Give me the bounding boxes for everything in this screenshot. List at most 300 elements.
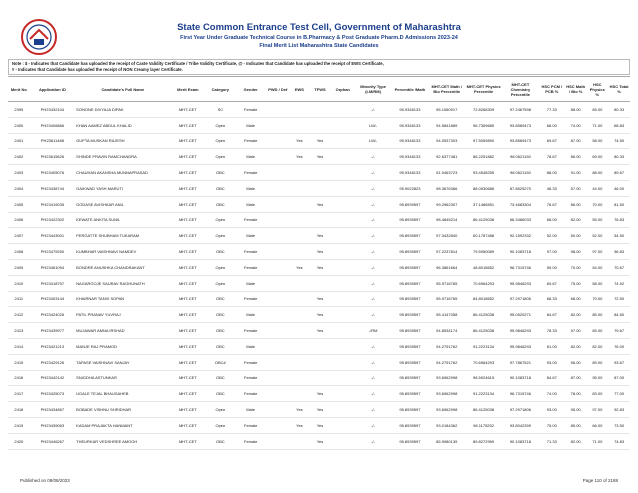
table-cell [266,102,290,118]
table-cell [290,275,310,291]
table-cell: 59.00 [539,259,565,275]
table-cell: 2400 [8,117,30,133]
table-cell: MHT-CET [171,117,206,133]
table-cell: 95.4147058 [428,307,465,323]
table-cell: Yes [309,402,331,418]
table-cell: OBC [205,323,235,339]
table-cell: PH23439063 [30,417,76,433]
table-cell [331,149,355,165]
table-row [8,291,630,307]
table-cell: KHAN AAMEZ ABDUL KHALID [75,117,170,133]
table-cell: 93.4548255 [465,165,502,181]
table-cell: 93.67 [608,354,630,370]
table-cell [331,259,355,275]
published-date: Published on 08/08/2023 [20,478,70,483]
table-cell: GODASE AVISHKAR ANIL [75,196,170,212]
table-cell: 69.67 [539,133,565,149]
table-cell: 65.00 [586,102,608,118]
table-cell: MHT-CET [171,370,206,386]
table-cell: OBC [205,165,235,181]
table-cell: OBC [205,386,235,402]
table-cell: 97.2971806 [502,291,539,307]
column-header: Gender [236,77,266,102]
table-cell: 95.9846293 [502,338,539,354]
table-cell: 68.00 [539,117,565,133]
table-cell: PH23421213 [30,338,76,354]
table-cell: 71.00 [586,433,608,449]
table-cell: Female [236,370,266,386]
table-cell: 2406 [8,212,30,228]
table-cell: 89.8272959 [465,433,502,449]
table-cell: 58.00 [586,133,608,149]
table-cell: PH23443001 [30,228,76,244]
table-cell: 93.0184362 [428,417,465,433]
table-cell: 95.8939597 [392,338,429,354]
column-header: Percentile /Math [392,77,429,102]
table-cell: OBC [205,370,235,386]
table-cell: 95.9846293 [502,275,539,291]
table-cell: Yes [309,244,331,260]
table-row [8,133,630,149]
table-cell [331,196,355,212]
table-cell: TAPASE VAISHNAVI SANJAY [75,354,170,370]
table-row [8,354,630,370]
table-cell: 95.00 [565,402,587,418]
table-cell: 78.67 [539,149,565,165]
table-cell: Yes [290,149,310,165]
column-header: Orphan [331,77,355,102]
table-cell: 82.00 [586,338,608,354]
table-cell [266,417,290,433]
table-row [8,117,630,133]
table-cell: 93.00 [539,402,565,418]
table-cell: 95.8939597 [392,212,429,228]
table-cell: Open [205,417,235,433]
table-cell: Female [236,259,266,275]
table-cell: MHT-CET [171,196,206,212]
column-header: Application ID [30,77,76,102]
table-cell: MHT-CET [171,275,206,291]
table-cell: 94.2791762 [428,354,465,370]
table-cell: 65.00 [586,323,608,339]
table-cell: 66.3486033 [502,212,539,228]
table-cell: -/- [355,259,392,275]
table-cell: 2415 [8,354,30,370]
table-cell: GUPTA MUSKAN RAJESH [75,133,170,149]
table-cell: 78.33 [539,323,565,339]
table-cell: 2416 [8,370,30,386]
table-cell: 2414 [8,338,30,354]
table-cell: 68.00 [565,291,587,307]
table-cell: 97.00 [586,244,608,260]
table-cell [309,354,331,370]
table-cell: 86.00 [565,149,587,165]
table-cell: Yes [309,433,331,449]
table-cell: 97.7867521 [502,354,539,370]
table-cell: PH23446267 [30,433,76,449]
table-cell: 76.83 [608,212,630,228]
table-cell: Female [236,386,266,402]
table-cell: OBC [205,433,235,449]
table-cell: 98.4845214 [428,212,465,228]
table-cell: 84.67 [539,370,565,386]
table-cell: MHT-CET [171,212,206,228]
table-cell: 90.1083718 [502,244,539,260]
table-cell [266,180,290,196]
table-cell: BONDRE ANUSHKA CHANDRAKANT [75,259,170,275]
table-cell: Open [205,212,235,228]
table-cell: 80.33 [608,149,630,165]
table-cell [331,354,355,370]
table-cell [266,323,290,339]
table-cell: 68.00 [539,212,565,228]
table-cell: 93.00 [539,354,565,370]
table-cell: 86.4125038 [465,323,502,339]
table-cell: 77.00 [608,386,630,402]
table-row [8,102,630,118]
table-cell: 82.00 [565,307,587,323]
table-cell: 96.00 [565,354,587,370]
table-cell: KUMBHAR VAISHNAVI NAMDEV [75,244,170,260]
table-cell: 2405 [8,196,30,212]
table-cell [290,212,310,228]
table-cell: BOBADE VISHNU SHRIDHAR [75,402,170,418]
table-cell: Male [236,149,266,165]
table-cell: 97.2467598 [502,102,539,118]
table-cell: -/- [355,212,392,228]
table-cell: 76.00 [608,338,630,354]
table-cell: 93.8042399 [502,417,539,433]
table-cell [309,212,331,228]
table-cell: 97.2971806 [502,402,539,418]
table-cell [290,244,310,260]
table-cell: LM/- [355,117,392,133]
table-cell [331,275,355,291]
column-header: HSC PCM / PCB % [539,77,565,102]
table-cell: 74.00 [539,386,565,402]
table-cell [266,275,290,291]
table-cell: Male [236,117,266,133]
table-cell: Yes [309,291,331,307]
table-cell: -/- [355,149,392,165]
column-header: Candidate's Full Name [75,77,170,102]
table-cell: 2402 [8,149,30,165]
table-cell: CHAUHAN AKANSHA MUNNAPRASAD [75,165,170,181]
table-cell [290,165,310,181]
table-cell: 89.00 [586,354,608,370]
table-cell: 91.00 [565,165,587,181]
table-cell: 82.00 [565,212,587,228]
table-cell: Male [236,196,266,212]
table-cell: PATIL PRANAV YUVRAJ [75,307,170,323]
table-cell: 99.2962307 [428,196,465,212]
table-cell [266,402,290,418]
table-cell: 95.9346133 [392,102,429,118]
table-cell: MHT-CET [171,102,206,118]
table-cell: 60.1787488 [465,228,502,244]
table-cell: 86.4125038 [465,307,502,323]
table-cell: Yes [309,417,331,433]
column-header: Merit Exam [171,77,206,102]
table-cell: 95.8939597 [392,196,429,212]
merit-list-table [8,76,630,450]
table-cell: PH23419035 [30,196,76,212]
table-cell: MHT-CET [171,417,206,433]
table-cell [331,386,355,402]
table-cell: 75.00 [539,417,565,433]
table-cell [331,291,355,307]
table-cell: -/RM [355,323,392,339]
table-cell: OBC [205,244,235,260]
table-cell: 94.8534174 [428,323,465,339]
table-cell: 2407 [8,228,30,244]
table-cell [309,370,331,386]
table-row [8,212,630,228]
table-cell [266,433,290,449]
table-cell: MHT-CET [171,244,206,260]
table-cell: Female [236,354,266,370]
table-cell: Female [236,165,266,181]
table-cell: 91.2223134 [465,386,502,402]
table-cell: 93.6962998 [428,386,465,402]
table-cell: PH23461094 [30,259,76,275]
table-cell: PH23418757 [30,275,76,291]
table-cell: UGALE TEJAL BHAUSAHEB [75,386,170,402]
table-cell: 95.8939597 [392,354,429,370]
table-cell: Male [236,338,266,354]
table-row [8,165,630,181]
table-cell: 94.0537303 [428,133,465,149]
table-cell: 93.8569473 [502,117,539,133]
list-title: Final Merit List Maharashtra State Candidates [259,43,379,49]
table-cell: KADAM PRAJAKTA HANMANT [75,417,170,433]
table-cell: KHAIRNAR TANVI SOPAN [75,291,170,307]
table-cell: 52.00 [539,228,565,244]
table-cell: PH23611488 [30,133,76,149]
table-cell [331,417,355,433]
table-cell: 97.3432840 [428,228,465,244]
column-header: HSC Math / Bio % [565,77,587,102]
table-cell [309,275,331,291]
table-cell: 95.8939597 [392,323,429,339]
table-cell [266,228,290,244]
table-cell: 85.9980139 [428,433,465,449]
table-cell: Female [236,102,266,118]
table-row [8,402,630,418]
table-cell: 98.00 [565,244,587,260]
table-cell: MHT-CET [171,228,206,244]
table-cell: PH23615626 [30,149,76,165]
table-cell: 85.00 [565,417,587,433]
table-cell: 71.00 [586,117,608,133]
table-cell: Open [205,402,235,418]
table-cell: 50.00 [565,228,587,244]
table-cell: MHT-CET [171,291,206,307]
table-cell: 84.8018652 [465,291,502,307]
table-cell: 98.1175252 [465,417,502,433]
table-row [8,149,630,165]
table-cell: 87.00 [565,133,587,149]
table-cell: GAIKWAD YASH MARUTI [75,180,170,196]
table-cell: 71.33 [539,433,565,449]
table-cell: MHT-CET [171,354,206,370]
table-cell: 96.7315746 [502,259,539,275]
table-cell: 78.00 [565,386,587,402]
table-cell [266,370,290,386]
table-cell: 95.8939597 [392,402,429,418]
table-cell: 95.9022823 [392,180,429,196]
table-cell: 81.50 [608,196,630,212]
table-cell [309,102,331,118]
table-cell: 86.4125038 [465,212,502,228]
table-cell: -/- [355,180,392,196]
table-cell: 55.00 [586,212,608,228]
table-cell: PH23434867 [30,402,76,418]
table-cell: 44.00 [586,180,608,196]
table-cell: Open [205,228,235,244]
table-cell: LM/- [355,133,392,149]
table-cell: 95.8939597 [392,307,429,323]
table-cell: 74.50 [608,133,630,149]
table-cell [331,323,355,339]
table-cell: 80.33 [608,102,630,118]
table-cell [290,291,310,307]
table-cell: 93.6962998 [428,370,465,386]
table-cell: 77.33 [539,102,565,118]
table-cell: 91.0463723 [428,165,465,181]
table-cell: PH23424026 [30,307,76,323]
table-cell: 88.00 [586,165,608,181]
table-cell: Yes [309,149,331,165]
table-cell: Yes [290,417,310,433]
table-cell: 95.9716765 [428,275,465,291]
table-cell: 97.00 [586,402,608,418]
table-cell: 96.7359685 [465,117,502,133]
table-cell [266,244,290,260]
table-cell: 95.9716765 [428,291,465,307]
table-cell: 96.3861664 [428,259,465,275]
table-cell: OBC [205,291,235,307]
table-cell [331,338,355,354]
table-cell: 54.00 [586,259,608,275]
table-cell: 95.8939597 [392,386,429,402]
table-cell: 54.50 [608,228,630,244]
table-cell [266,338,290,354]
table-cell: 85.00 [586,307,608,323]
table-row [8,370,630,386]
column-header: Minority Type (LM/RM) [355,77,392,102]
table-cell: Open [205,149,235,165]
table-cell: 58.00 [586,275,608,291]
table-cell: 98.5924615 [465,370,502,386]
table-cell: 90.1083718 [502,433,539,449]
table-cell: OBC [205,180,235,196]
table-cell [290,433,310,449]
table-row [8,275,630,291]
table-cell: 90.1083718 [502,370,539,386]
table-cell: 86.00 [565,196,587,212]
table-cell [290,338,310,354]
table-cell [331,117,355,133]
table-cell: 89.67 [608,165,630,181]
table-cell: PH23439977 [30,323,76,339]
page-number: Page 110 of 2188 [582,478,618,483]
table-cell: 69.67 [539,275,565,291]
table-cell: 74.00 [565,117,587,133]
table-cell: 88.00 [539,165,565,181]
table-cell: 96.7315746 [502,386,539,402]
table-cell [331,433,355,449]
column-header: MHT-CET Chemistry Percentile [502,77,539,102]
table-cell [290,117,310,133]
table-cell: 91.2223134 [465,338,502,354]
table-cell: Open [205,133,235,149]
table-cell: Male [236,275,266,291]
table-cell: PERGATTE SHUBHAM TUKARAM [75,228,170,244]
table-cell: PH23479250 [30,244,76,260]
table-cell: 2409 [8,259,30,275]
table-cell: 2404 [8,180,30,196]
table-cell: 95.8939597 [392,433,429,449]
table-cell: 97.00 [539,244,565,260]
table-cell: 2408 [8,244,30,260]
table-cell: PH23442142 [30,370,76,386]
table-cell: 81.00 [539,338,565,354]
table-cell: Yes [309,259,331,275]
table-cell [290,180,310,196]
table-cell: 95.9346133 [392,117,429,133]
table-cell: 98.3676366 [428,180,465,196]
table-cell: -/- [355,386,392,402]
column-header: Category [205,77,235,102]
table-cell: 66.00 [586,417,608,433]
table-cell: Open [205,259,235,275]
table-cell: 87.00 [608,370,630,386]
table-row [8,323,630,339]
table-cell: SHINDE PRAVIN RAMCHANDRA [75,149,170,165]
table-cell [290,307,310,323]
table-cell: PH23425073 [30,386,76,402]
table-cell [331,228,355,244]
table-row [8,338,630,354]
column-header: MHT-CET Physics Percentile [465,77,502,102]
table-cell: -/- [355,165,392,181]
table-cell: MHT-CET [171,180,206,196]
table-cell [290,370,310,386]
table-cell: 95.9346133 [392,165,429,181]
table-row [8,386,630,402]
table-cell: 2419 [8,417,30,433]
table-row [8,307,630,323]
table-cell: 92.1592332 [502,228,539,244]
note-line: # - Indicates that Candidate has uploaded the receipt of NON Creamy layer Certificate. [12,67,183,72]
table-cell: NAGARGOJE SAURAV RAGHUNATH [75,275,170,291]
table-cell: 83.00 [586,386,608,402]
table-cell: Female [236,291,266,307]
table-cell: Male [236,180,266,196]
table-cell: Yes [309,323,331,339]
table-cell: 98.0621150 [502,165,539,181]
table-cell: -/- [355,196,392,212]
table-cell: MHT-CET [171,307,206,323]
table-cell: PH23403144 [30,291,76,307]
table-cell: 2410 [8,275,30,291]
table-cell: 96.83 [608,244,630,260]
table-cell: Female [236,323,266,339]
table-cell: 72.50 [608,291,630,307]
table-cell: MHT-CET [171,149,206,165]
table-cell: 75.00 [565,275,587,291]
